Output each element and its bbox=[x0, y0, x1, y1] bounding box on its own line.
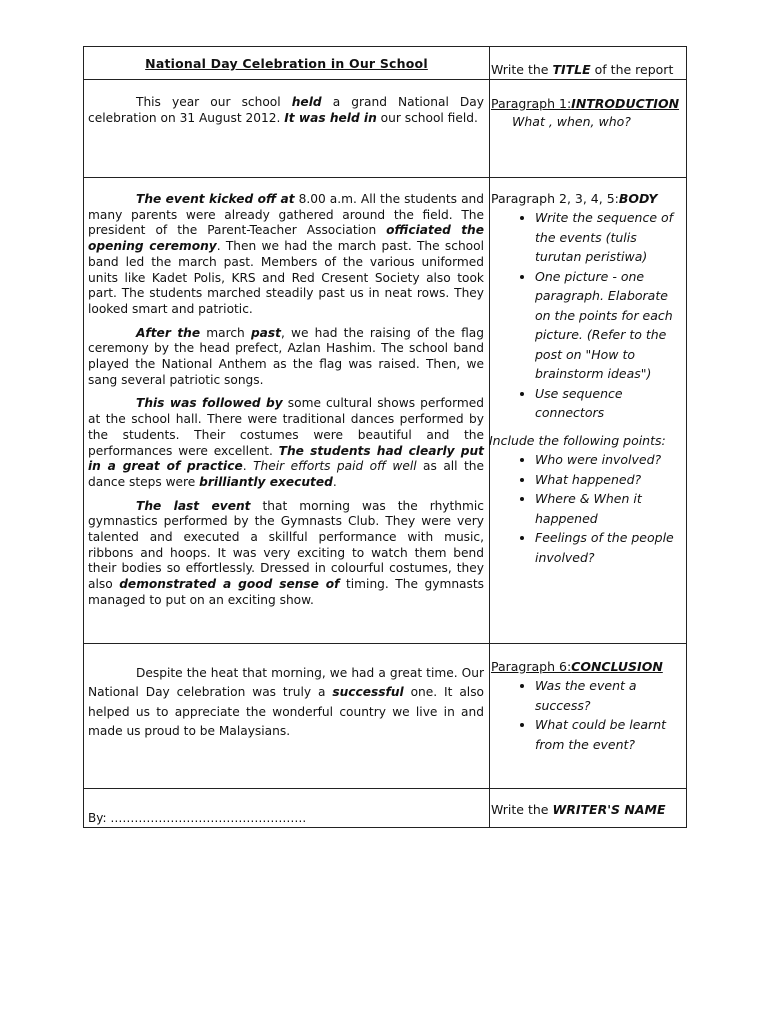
writer-guide-cell bbox=[490, 789, 687, 828]
body-paragraph-1: The event kicked off at 8.00 a.m. All the students and many parents were already gathered around the field. The president of the Parent-Teacher Association officiated the opening ceremony. Then we had the march past. The school band led the march past. Members of the various uniformed units like Kadet Polis, KRS and Red Cresent Society also took part. The students marched steadily past us in neat rows. They looked smart and patriotic. bbox=[88, 192, 484, 316]
report-title-cell bbox=[84, 47, 490, 80]
list-item: • One picture - one paragraph. Elaborate on the points for each picture. (Refer to the post on "How to brainstorm ideas") bbox=[535, 267, 686, 384]
include-points-label: Include the following points: bbox=[489, 432, 666, 448]
title-guide: Write the TITLE of the report bbox=[491, 62, 674, 77]
introduction-paragraph: This year our school held a grand National Day celebration on 31 August 2012. It was held in our school field. bbox=[88, 95, 484, 125]
conclusion-paragraph: Despite the heat that morning, we had a great time. Our National Day celebration was truly a successful one. It also helped us to appreciate the wonderful country we live in and made us proud to be Malaysians. bbox=[88, 666, 485, 738]
writer-row bbox=[84, 789, 687, 828]
list-item: • Feelings of the people involved? bbox=[535, 528, 686, 567]
body-paragraph-3: This was followed by some cultural shows performed at the school hall. There were traditional dances performed by the students. Their costumes were beautiful and the performances were excellent. The students had clearly put in a great of practice. Their efforts paid off well as all the dance steps were brilliantly executed. bbox=[88, 396, 485, 489]
list-item: • Use sequence connectors bbox=[535, 384, 686, 423]
conclusion-guide-list bbox=[491, 676, 686, 754]
list-item: • Where & When it happened bbox=[535, 489, 686, 528]
introduction-guide-question: What , when, who? bbox=[512, 114, 631, 129]
title-guide-cell bbox=[490, 47, 687, 80]
conclusion-cell bbox=[84, 644, 490, 789]
body-guide-heading: Paragraph 2, 3, 4, 5:BODY bbox=[491, 191, 658, 206]
report-planning-table bbox=[83, 46, 687, 828]
body-guide-cell bbox=[490, 178, 687, 644]
conclusion-row bbox=[84, 644, 687, 789]
body-paragraph-2: After the march past, we had the raising of the flag ceremony by the head prefect, Azlan Hashim. The school band played the National Anthem as the flag was raised. Then, we sang several patriotic songs. bbox=[88, 325, 484, 387]
introduction-guide-heading: Paragraph 1:INTRODUCTION bbox=[491, 96, 680, 111]
list-item: • What could be learnt from the event? bbox=[535, 715, 686, 754]
list-item: • Was the event a success? bbox=[535, 676, 686, 715]
report-title: National Day Celebration in Our School bbox=[145, 56, 428, 71]
body-row bbox=[84, 178, 687, 644]
byline-cell bbox=[84, 789, 490, 828]
list-item: • What happened? bbox=[535, 470, 686, 490]
writer-guide: Write the WRITER'S NAME bbox=[491, 802, 666, 817]
list-item: • Who were involved? bbox=[535, 450, 686, 470]
conclusion-guide-cell bbox=[490, 644, 687, 789]
list-item: • Write the sequence of the events (tulis turutan peristiwa) bbox=[535, 208, 686, 267]
introduction-row bbox=[84, 80, 687, 178]
title-row bbox=[84, 47, 687, 80]
body-cell bbox=[84, 178, 490, 644]
body-paragraph-4: The last event that morning was the rhythmic gymnastics performed by the Gymnasts Club. They were very talented and executed a skillful performance with music, ribbons and hoops. It was very exciting to watch them bend their bodies so effortlessly. Dressed in colourful costumes, they also demonstrated a good sense of timing. The gymnasts managed to put on an exciting show. bbox=[88, 498, 484, 607]
byline: By: …………………………………………. bbox=[88, 811, 307, 825]
introduction-cell bbox=[84, 80, 490, 178]
include-points-list bbox=[491, 450, 686, 567]
body-guide-list bbox=[491, 208, 686, 423]
conclusion-guide-heading: Paragraph 6:CONCLUSION bbox=[491, 659, 663, 674]
introduction-guide-cell bbox=[490, 80, 687, 178]
